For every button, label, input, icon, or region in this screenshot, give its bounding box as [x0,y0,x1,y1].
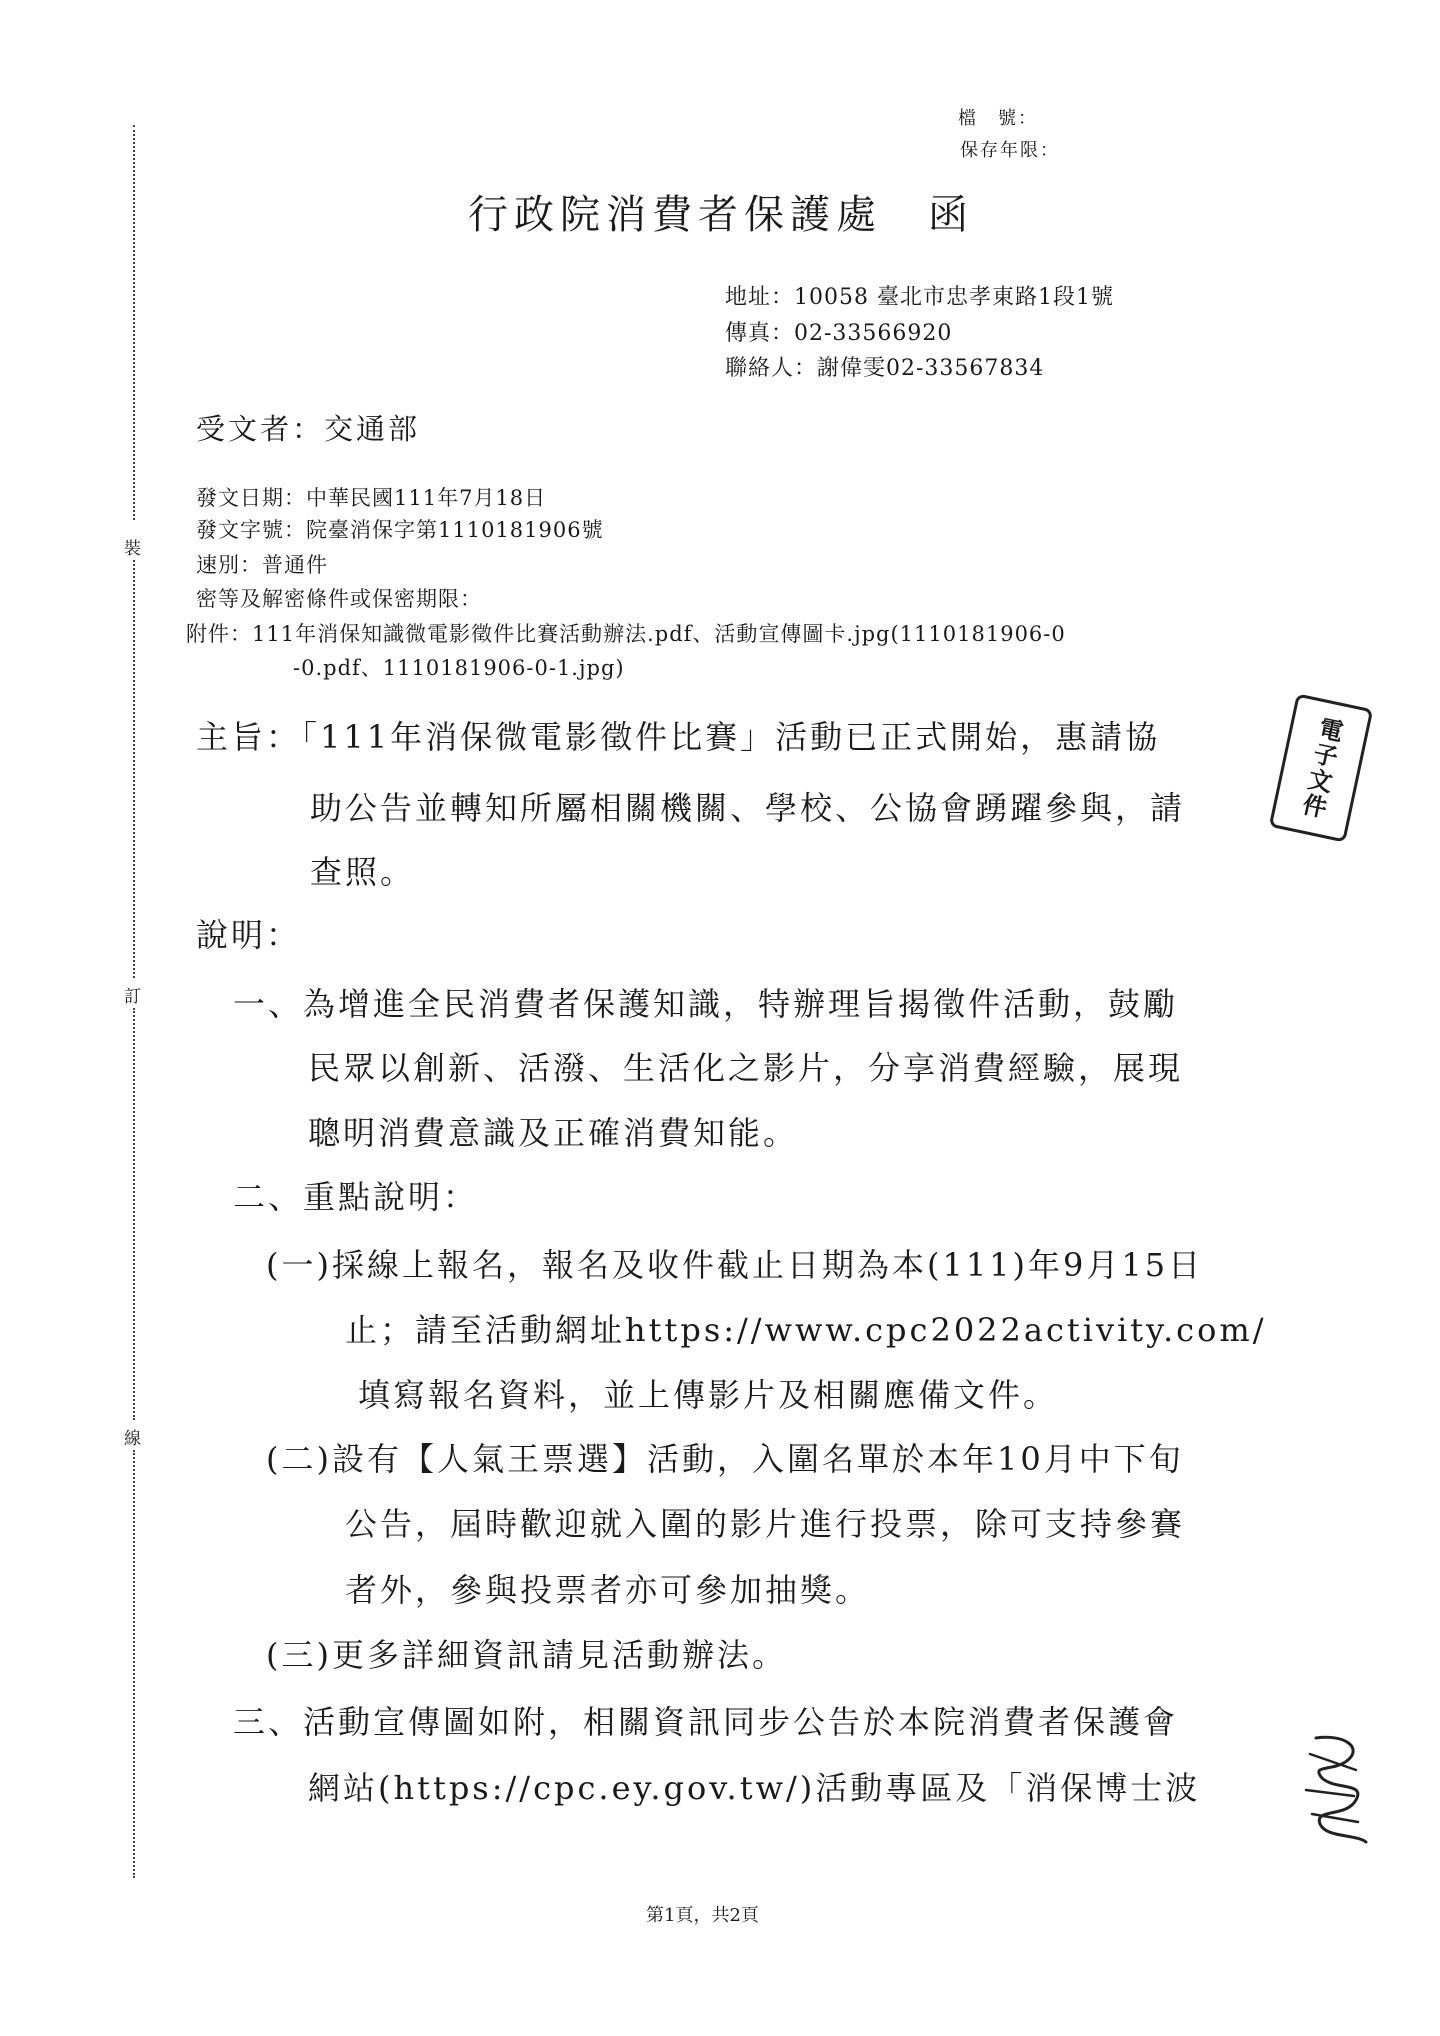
item-1-line-1: 一、為增進全民消費者保護知識，特辦理旨揭徵件活動，鼓勵 [233,985,1179,1023]
item-1-line-2: 民眾以創新、活潑、生活化之影片，分享消費經驗，展現 [308,1049,1184,1087]
binding-char-zhuang: 裝 [124,539,141,559]
secrecy-level: 密等及解密條件或保密期限： [196,587,482,611]
document-number: 發文字號：院臺消保字第1110181906號 [196,518,604,542]
retention-period-label: 保存年限： [960,140,1060,161]
contact-person-line: 聯絡人：謝偉雯02-33567834 [725,356,1045,381]
item-3-line-2: 網站(https://cpc.ey.gov.tw/)活動專區及「消保博士波 [308,1769,1201,1807]
signature-scribble [1296,1730,1374,1850]
sub-item-2-line-1: (二)設有【人氣王票選】活動，入圍名單於本年10月中下旬 [266,1440,1184,1478]
binding-char-xian: 線 [124,1429,141,1449]
attachments-line-2: -0.pdf、1110181906-0-1.jpg) [293,656,625,680]
binding-line-middle [133,560,135,978]
sub-item-2-line-3: 者外，參與投票者亦可參加抽獎。 [345,1571,871,1609]
fax-line: 傳真：02-33566920 [725,321,953,346]
binding-line-bottom [133,1450,135,1878]
sub-item-1-line-2: 止；請至活動網址https://www.cpc2022activity.com/ [345,1311,1267,1349]
page-indicator: 第1頁，共2頁 [646,1905,759,1926]
file-number-label: 檔 號： [958,108,1038,129]
electronic-document-stamp [1269,693,1374,842]
sub-item-2-line-2: 公告，屆時歡迎就入圍的影片進行投票，除可支持參賽 [345,1505,1186,1543]
sub-item-1-line-3: 填寫報名資料，並上傳影片及相關應備文件。 [358,1376,1059,1414]
stamp-text: 電子文件 [1296,714,1346,822]
sub-item-1-line-1: (一)採線上報名，報名及收件截止日期為本(111)年9月15日 [266,1246,1204,1284]
item-3-line-1: 三、活動宣傳圖如附，相關資訊同步公告於本院消費者保護會 [233,1703,1179,1741]
document-title: 行政院消費者保護處 函 [468,192,974,238]
attachments-line-1: 附件：111年消保知識微電影徵件比賽活動辦法.pdf、活動宣傳圖卡.jpg(1110181906-0 [186,622,1066,646]
binding-line-lower [133,1008,135,1420]
delivery-speed: 速別：普通件 [196,553,328,577]
subject-line-2: 助公告並轉知所屬相關機關、學校、公協會踴躍參與，請 [310,789,1186,827]
sub-item-3-line-1: (三)更多詳細資訊請見活動辦法。 [266,1636,787,1674]
issue-date: 發文日期：中華民國111年7月18日 [196,486,547,510]
address-line: 地址：10058 臺北市忠孝東路1段1號 [725,285,1114,310]
recipient-line: 受文者：交通部 [196,412,421,446]
item-2-heading: 二、重點說明： [233,1178,479,1216]
binding-char-ding: 訂 [124,987,141,1007]
explanation-heading: 說明： [196,916,302,954]
subject-line-1: 主旨：「111年消保微電影徵件比賽」活動已正式開始，惠請協 [196,718,1161,756]
subject-line-3: 查照。 [310,853,416,891]
item-1-line-3: 聰明消費意識及正確消費知能。 [308,1114,799,1152]
binding-line-top [133,125,135,520]
